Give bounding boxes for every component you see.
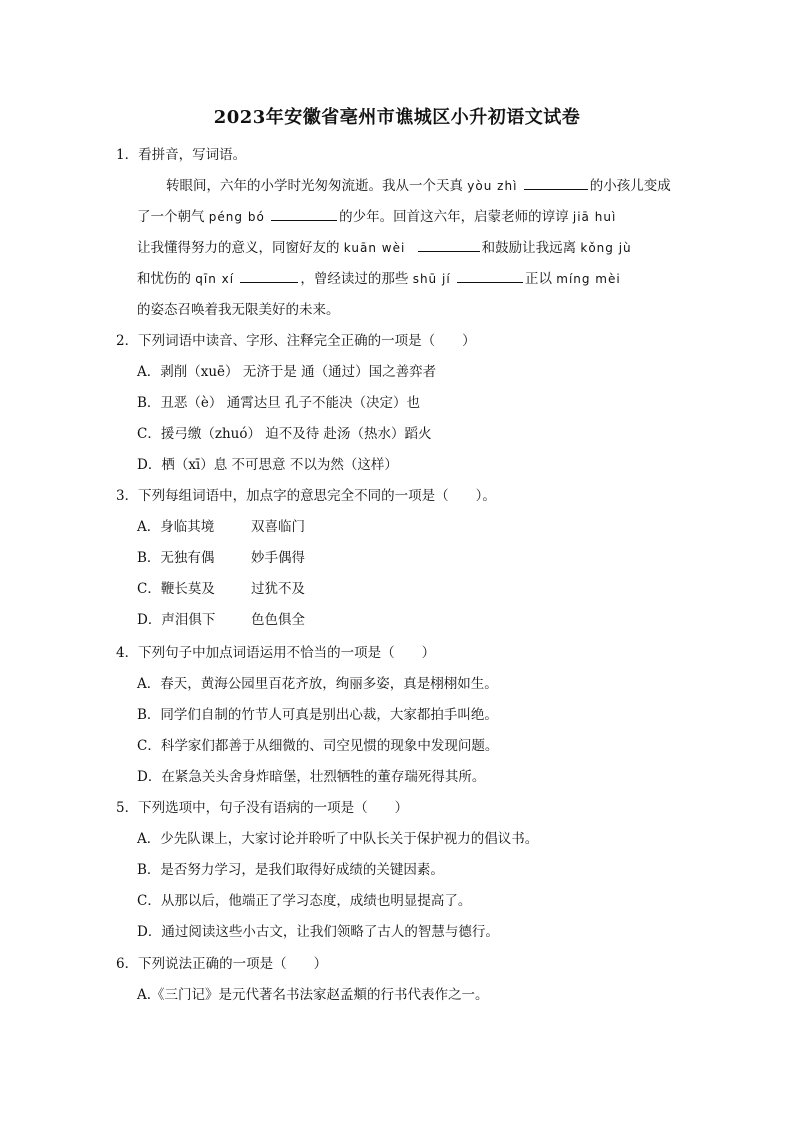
q1-line4-text-c: 正以 [524,271,552,287]
q1-line-4 [137,269,621,289]
q2-option-c: C．援弓缴（zhuó） 迫不及待 赴汤（热水）蹈火 [137,426,432,442]
q3-option-d-first: D．声泪俱下 [137,612,216,628]
q4-option-d: D．在紧急关头舍身炸暗堡，壮烈牺牲的董存瑞死得其所。 [137,769,486,785]
q3-option-a [137,517,305,537]
q3-option-b-second: 妙手偶得 [251,550,305,566]
question-5-stem: 5．下列选项中，句子没有语病的一项是（ ） [116,800,409,816]
pinyin-youzhi: yòu zhì [467,179,518,193]
q5-option-c: C．从那以后，他端正了学习态度，成绩也明显提高了。 [137,893,472,909]
q4-option-a: A．春天，黄海公园里百花齐放，绚丽多姿，真是栩栩如生。 [137,676,498,692]
q6-option-a: A.《三门记》是元代著名书法家赵孟頫的行书代表作之一。 [137,987,489,1003]
answer-blank-3[interactable] [418,238,480,252]
answer-blank-1[interactable] [524,176,588,190]
q4-option-c: C．科学家们都善于从细微的、司空见惯的现象中发现问题。 [137,738,499,754]
q3-option-d [137,610,305,630]
page-title: 2023年安徽省亳州市谯城区小升初语文试卷 [213,107,581,128]
q3-option-d-second: 色色俱全 [251,612,305,628]
pinyin-mingmei: míng mèi [556,272,621,286]
q5-option-b: B．是否努力学习，是我们取得好成绩的关键因素。 [137,862,444,878]
q1-line-2 [137,207,616,227]
q1-line-5: 的姿态召唤着我无限美好的未来。 [137,302,340,318]
question-3-stem: 3．下列每组词语中，加点字的意思完全不同的一项是（ ）。 [116,488,496,504]
pinyin-kongju: kǒng jù [580,241,632,255]
q1-line3-text-a: 让我懂得努力的意义，同窗好友的 [137,240,340,256]
question-4-stem: 4．下列句子中加点词语运用不恰当的一项是（ ） [116,645,436,661]
question-6-stem: 6．下列说法正确的一项是（ ） [116,956,328,972]
pinyin-pengbo: péng bó [208,210,265,224]
pinyin-kuanwei: kuān wèi [343,241,406,255]
q3-option-a-second: 双喜临门 [251,519,305,535]
q1-line2-text-b: 的少年。回首这六年，启蒙老师的谆谆 [339,209,569,225]
q5-option-d: D．通过阅读这些小古文，让我们领略了古人的智慧与德行。 [137,924,499,940]
q1-line1-text-b: 的小孩儿变成 [589,178,671,194]
pinyin-qinxi: qīn xí [195,272,235,286]
q1-line4-text-b: ，曾经读过的那些 [300,271,409,287]
q3-option-a-first: A．身临其境 [137,519,215,535]
q3-option-b-first: B．无独有偶 [137,550,215,566]
q4-option-b: B．同学们自制的竹节人可真是别出心裁，大家都拍手叫绝。 [137,707,498,723]
q1-line3-text-b: 和鼓励让我远离 [481,240,577,256]
q3-option-c-first: C．鞭长莫及 [137,581,215,597]
pinyin-shuji: shū jí [412,272,451,286]
question-2-stem: 2．下列词语中读音、字形、注释完全正确的一项是（ ） [116,333,476,349]
q2-option-a: A．剥削（xuē） 无济于是 通（通过）国之善弈者 [137,364,437,380]
q1-line-1 [166,176,671,196]
q1-line2-text-a: 了一个朝气 [137,209,205,225]
q2-option-b: B．丑恶（è） 通霄达旦 孔子不能决（决定）也 [137,395,420,411]
q1-line4-text-a: 和忧伤的 [137,271,191,287]
q3-option-c [137,579,305,599]
q1-line-3 [137,238,632,258]
q5-option-a: A．少先队课上，大家讨论并聆听了中队长关于保护视力的倡议书。 [137,831,539,847]
q2-option-d: D．栖（xī）息 不可思意 不以为然（这样） [137,457,398,473]
answer-blank-2[interactable] [271,207,337,221]
answer-blank-4[interactable] [240,269,298,283]
pinyin-jiahui: jiā huì [572,210,617,224]
q3-option-b [137,548,305,568]
q1-line1-text-a: 转眼间，六年的小学时光匆匆流逝。我从一个天真 [166,178,463,194]
answer-blank-5[interactable] [457,269,523,283]
question-1-stem: 1．看拼音，写词语。 [116,147,247,163]
q3-option-c-second: 过犹不及 [251,581,305,597]
